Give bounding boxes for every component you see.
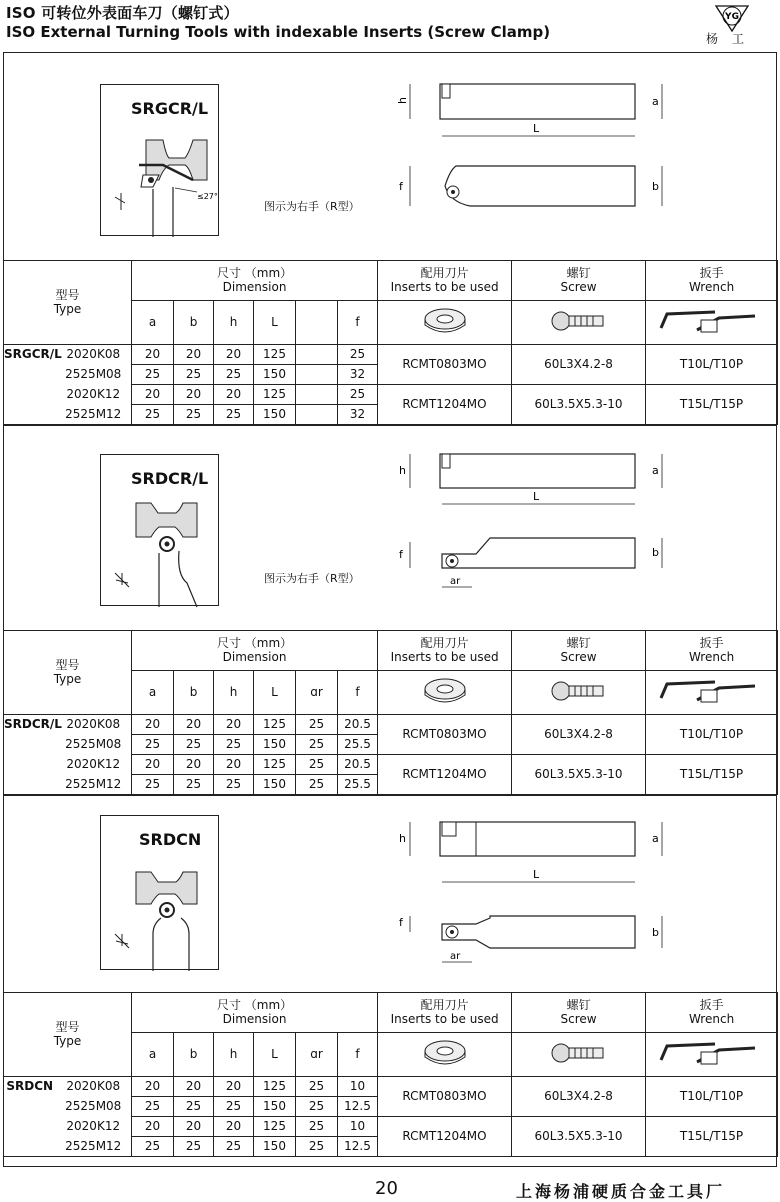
screw-image xyxy=(512,301,646,345)
s3-inserts-header-en: Inserts to be used xyxy=(390,1011,499,1026)
s2-dimension-header-en: Dimension xyxy=(222,649,287,664)
dim-L-value: 150 xyxy=(254,735,296,755)
insert-icon xyxy=(420,1037,470,1069)
dim-a-value: 20 xyxy=(132,385,174,405)
s3-wrench-header xyxy=(646,993,778,1033)
dim-f-value: 10 xyxy=(338,1077,378,1097)
dim-a-value: 20 xyxy=(132,1077,174,1097)
dim-L-value: 150 xyxy=(254,405,296,425)
dim-ar-value: 25 xyxy=(296,1137,338,1157)
wrench-header-cn: 扳手 xyxy=(699,266,724,281)
model-header-cn: 型号 xyxy=(55,288,80,303)
dim-h-value: 20 xyxy=(214,1077,254,1097)
dim-f-value: 32 xyxy=(338,405,378,425)
dim-b-label: b xyxy=(652,180,659,193)
s2-wrench-header-cn: 扳手 xyxy=(699,636,724,651)
model-code: 2020K12 xyxy=(56,755,132,775)
dim-L-value: 125 xyxy=(254,1117,296,1137)
s2-inserts-header xyxy=(378,631,512,671)
col-header-f: f xyxy=(338,301,378,345)
s3-screw-image xyxy=(512,1033,646,1077)
s2-col-header-h: h xyxy=(214,671,254,715)
s3-insert-image xyxy=(378,1033,512,1077)
dim-ar-value: 25 xyxy=(296,1077,338,1097)
wrench-value: T15L/T15P xyxy=(646,1117,778,1157)
col-header-h: h xyxy=(214,301,254,345)
section-1-insert-figure xyxy=(100,84,219,236)
insert-icon xyxy=(420,675,470,707)
insert-image xyxy=(378,301,512,345)
s3-col-header-b: b xyxy=(174,1033,214,1077)
dim-h-value: 25 xyxy=(214,1097,254,1117)
wrench-value: T15L/T15P xyxy=(646,385,778,425)
model-name xyxy=(4,735,56,755)
model-code: 2020K08 xyxy=(56,715,132,735)
wrench-icon xyxy=(657,306,767,336)
s3-screw-header-en: Screw xyxy=(560,1011,597,1026)
dim-h-label: h xyxy=(396,97,409,104)
company-name: 上海杨浦硬质合金工具厂 xyxy=(516,1182,726,1201)
model-code: 2525M12 xyxy=(56,775,132,795)
col-header-b: b xyxy=(174,301,214,345)
model-name xyxy=(4,365,56,385)
screw-header-en: Screw xyxy=(560,279,597,294)
table-row xyxy=(4,1077,778,1097)
dim-h-value: 25 xyxy=(214,775,254,795)
s2-inserts-header-en: Inserts to be used xyxy=(390,649,499,664)
dim-L-value: 125 xyxy=(254,345,296,365)
insert-value: RCMT1204MO xyxy=(378,1117,512,1157)
dim-a-value: 20 xyxy=(132,715,174,735)
dim-h-value: 20 xyxy=(214,1117,254,1137)
data-rows-table xyxy=(3,344,778,425)
s2-dim-a-label: a xyxy=(652,464,659,477)
s3-dim-f-label: f xyxy=(399,916,403,929)
section-3-shank-drawing xyxy=(390,812,710,962)
col-header-ar xyxy=(296,301,338,345)
s3-dim-h-label: h xyxy=(399,832,406,845)
s3-dim-a-label: a xyxy=(652,832,659,845)
s2-dim-L-label: L xyxy=(533,490,540,503)
dim-h-value: 25 xyxy=(214,735,254,755)
srdcr-profile-drawing xyxy=(101,455,220,607)
model-name xyxy=(4,775,56,795)
model-name xyxy=(4,385,56,405)
section-1-shank-drawing xyxy=(390,70,710,220)
wrench-value: T10L/T10P xyxy=(646,715,778,755)
dim-b-value: 25 xyxy=(174,365,214,385)
s2-dimension-header-cn: 尺寸 （mm） xyxy=(216,636,293,651)
screw-value: 60L3.5X5.3-10 xyxy=(512,755,646,795)
s3-inserts-header xyxy=(378,993,512,1033)
section-3-insert-figure xyxy=(100,815,219,970)
s3-wrench-image xyxy=(646,1033,778,1077)
model-code: 2020K12 xyxy=(56,1117,132,1137)
model-name xyxy=(4,405,56,425)
insert-value: RCMT0803MO xyxy=(378,345,512,385)
model-header-en: Type xyxy=(53,301,82,316)
dim-ar-value: 25 xyxy=(296,1117,338,1137)
s2-col-header-ar: ɑr xyxy=(296,671,338,715)
s2-dim-b-label: b xyxy=(652,546,659,559)
dim-ar-value: 25 xyxy=(296,735,338,755)
s3-col-header-L: L xyxy=(254,1033,296,1077)
model-name: SRDCR/L xyxy=(4,715,56,735)
s2-dim-f-label: f xyxy=(399,548,403,561)
section-3-spec-table xyxy=(3,992,778,1077)
dim-L-value: 125 xyxy=(254,385,296,405)
dim-f-value: 12.5 xyxy=(338,1097,378,1117)
s2-screw-header-cn: 螺钉 xyxy=(566,636,591,651)
dim-h-value: 20 xyxy=(214,715,254,735)
insert-icon xyxy=(420,305,470,337)
dim-a-value: 25 xyxy=(132,365,174,385)
dim-f-value: 12.5 xyxy=(338,1137,378,1157)
s2-col-header-L: L xyxy=(254,671,296,715)
dim-b-value: 25 xyxy=(174,735,214,755)
dim-ar-value xyxy=(296,385,338,405)
s2-wrench-header-en: Wrench xyxy=(688,649,735,664)
dim-ar-value xyxy=(296,405,338,425)
screw-icon xyxy=(549,1038,609,1068)
dimension-header-cn: 尺寸 （mm） xyxy=(216,266,293,281)
dim-L-value: 125 xyxy=(254,1077,296,1097)
insert-value: RCMT1204MO xyxy=(378,755,512,795)
model-code: 2525M08 xyxy=(56,365,132,385)
dim-f-value: 10 xyxy=(338,1117,378,1137)
right-hand-note: 图示为右手（R型） xyxy=(264,200,360,213)
insert-value: RCMT1204MO xyxy=(378,385,512,425)
dimension-header xyxy=(132,261,378,301)
s3-dim-L-label: L xyxy=(533,868,540,881)
s3-dimension-header-cn: 尺寸 （mm） xyxy=(216,998,293,1013)
dim-f-value: 25.5 xyxy=(338,775,378,795)
dim-L-value: 125 xyxy=(254,715,296,735)
model-code: 2020K12 xyxy=(56,385,132,405)
dim-L-label: L xyxy=(533,122,540,135)
screw-value: 60L3X4.2-8 xyxy=(512,715,646,755)
dim-h-value: 25 xyxy=(214,405,254,425)
model-code: 2525M12 xyxy=(56,405,132,425)
screw-header-cn: 螺钉 xyxy=(566,266,591,281)
s2-inserts-header-cn: 配用刀片 xyxy=(420,636,469,651)
s2-model-header-en: Type xyxy=(53,671,82,686)
s2-col-header-b: b xyxy=(174,671,214,715)
dim-f-value: 32 xyxy=(338,365,378,385)
dim-a-value: 25 xyxy=(132,1137,174,1157)
s2-right-hand-note: 图示为右手（R型） xyxy=(264,572,360,585)
s2-screw-image xyxy=(512,671,646,715)
inserts-header-en: Inserts to be used xyxy=(390,279,499,294)
model-name xyxy=(4,1097,56,1117)
s3-dimension-header-en: Dimension xyxy=(222,1011,287,1026)
dim-a-value: 25 xyxy=(132,405,174,425)
dim-b-value: 25 xyxy=(174,405,214,425)
logo-text: YG xyxy=(725,12,739,22)
dim-b-value: 20 xyxy=(174,1077,214,1097)
dim-L-value: 150 xyxy=(254,775,296,795)
dim-ar-value: 25 xyxy=(296,755,338,775)
model-name: SRGCR/L xyxy=(4,345,56,365)
screw-value: 60L3.5X5.3-10 xyxy=(512,1117,646,1157)
s3-screw-header xyxy=(512,993,646,1033)
dim-b-value: 20 xyxy=(174,1117,214,1137)
s3-inserts-header-cn: 配用刀片 xyxy=(420,998,469,1013)
s3-model-header-cn: 型号 xyxy=(55,1020,80,1035)
screw-value: 60L3.5X5.3-10 xyxy=(512,385,646,425)
dim-h-value: 20 xyxy=(214,385,254,405)
dim-L-value: 150 xyxy=(254,1137,296,1157)
s3-wrench-header-en: Wrench xyxy=(688,1011,735,1026)
insert-value: RCMT0803MO xyxy=(378,1077,512,1117)
dim-b-value: 25 xyxy=(174,1097,214,1117)
s2-wrench-image xyxy=(646,671,778,715)
s3-col-header-ar: ɑr xyxy=(296,1033,338,1077)
model-name xyxy=(4,1117,56,1137)
model-code: 2020K08 xyxy=(56,1077,132,1097)
data-rows-table xyxy=(3,1076,778,1157)
page-number: 20 xyxy=(375,1178,398,1199)
dim-h-value: 25 xyxy=(214,365,254,385)
table-row xyxy=(4,345,778,365)
wrench-value: T15L/T15P xyxy=(646,755,778,795)
dim-b-value: 25 xyxy=(174,775,214,795)
dim-h-value: 20 xyxy=(214,755,254,775)
srgcr-profile-drawing xyxy=(101,85,220,237)
section-2-data-rows xyxy=(3,714,777,795)
model-header xyxy=(4,261,132,345)
inserts-header xyxy=(378,261,512,301)
s2-col-header-f: f xyxy=(338,671,378,715)
section-2-insert-figure xyxy=(100,454,219,606)
dim-a-value: 20 xyxy=(132,755,174,775)
model-name: SRDCN xyxy=(4,1077,56,1097)
screw-value: 60L3X4.2-8 xyxy=(512,345,646,385)
s3-col-header-h: h xyxy=(214,1033,254,1077)
dim-h-value: 25 xyxy=(214,1137,254,1157)
inserts-header-cn: 配用刀片 xyxy=(420,266,469,281)
dim-f-value: 25.5 xyxy=(338,735,378,755)
section-3-figure-title: SRDCN xyxy=(139,830,202,849)
dim-a-value: 20 xyxy=(132,1117,174,1137)
data-rows-table xyxy=(3,714,778,795)
s3-screw-header-cn: 螺钉 xyxy=(566,998,591,1013)
dim-f-value: 25 xyxy=(338,385,378,405)
table-row xyxy=(4,715,778,735)
dim-ar-value xyxy=(296,365,338,385)
s3-model-header xyxy=(4,993,132,1077)
dim-a-value: 25 xyxy=(132,1097,174,1117)
wrench-value: T10L/T10P xyxy=(646,345,778,385)
s3-dim-ar-label: ar xyxy=(450,951,461,962)
dim-f-value: 20.5 xyxy=(338,715,378,735)
col-header-L: L xyxy=(254,301,296,345)
dim-a-value: 20 xyxy=(132,345,174,365)
screw-icon xyxy=(549,676,609,706)
s3-dim-b-label: b xyxy=(652,926,659,939)
wrench-value: T10L/T10P xyxy=(646,1077,778,1117)
s3-col-header-a: a xyxy=(132,1033,174,1077)
table-row xyxy=(4,1117,778,1137)
s2-dim-ar-label: ar xyxy=(450,576,461,587)
s2-insert-image xyxy=(378,671,512,715)
dim-f-label: f xyxy=(399,180,403,193)
s3-dimension-header xyxy=(132,993,378,1033)
dim-L-value: 150 xyxy=(254,1097,296,1117)
s2-col-header-a: a xyxy=(132,671,174,715)
wrench-header-en: Wrench xyxy=(688,279,735,294)
logo-label: 杨工 xyxy=(706,32,759,46)
section-2-shank-drawing xyxy=(390,442,710,592)
model-code: 2525M12 xyxy=(56,1137,132,1157)
table-row xyxy=(4,385,778,405)
section-2-bottom-line xyxy=(3,795,777,796)
section-2-figure-title: SRDCR/L xyxy=(131,469,209,488)
wrench-icon xyxy=(657,1038,767,1068)
dim-L-value: 150 xyxy=(254,365,296,385)
dim-ar-value: 25 xyxy=(296,715,338,735)
s2-screw-header-en: Screw xyxy=(560,649,597,664)
wrench-image xyxy=(646,301,778,345)
model-code: 2020K08 xyxy=(56,345,132,365)
model-name xyxy=(4,1137,56,1157)
screw-icon xyxy=(549,306,609,336)
wrench-icon xyxy=(657,676,767,706)
model-code: 2525M08 xyxy=(56,1097,132,1117)
dim-b-value: 20 xyxy=(174,755,214,775)
dim-f-value: 25 xyxy=(338,345,378,365)
dim-b-value: 25 xyxy=(174,1137,214,1157)
dim-ar-value: 25 xyxy=(296,1097,338,1117)
s2-model-header-cn: 型号 xyxy=(55,658,80,673)
s2-model-header xyxy=(4,631,132,715)
dim-f-value: 20.5 xyxy=(338,755,378,775)
dim-b-value: 20 xyxy=(174,345,214,365)
table-row xyxy=(4,755,778,775)
section-2-spec-table xyxy=(3,630,778,715)
s2-screw-header xyxy=(512,631,646,671)
dim-b-value: 20 xyxy=(174,385,214,405)
screw-value: 60L3X4.2-8 xyxy=(512,1077,646,1117)
page-title-en: ISO External Turning Tools with indexable Inserts (Screw Clamp) xyxy=(6,23,551,41)
screw-header xyxy=(512,261,646,301)
dim-a-value: 25 xyxy=(132,775,174,795)
page-title-cn: ISO 可转位外表面车刀（螺钉式） xyxy=(6,4,239,22)
s2-wrench-header xyxy=(646,631,778,671)
dim-h-value: 20 xyxy=(214,345,254,365)
angle-label: ≤27° xyxy=(197,192,218,201)
dim-ar-value xyxy=(296,345,338,365)
dimension-header-en: Dimension xyxy=(222,279,287,294)
section-3-data-rows xyxy=(3,1076,777,1157)
section-1-bottom-line xyxy=(3,425,777,426)
section-1-figure-title: SRGCR/L xyxy=(131,99,209,118)
dim-a-label: a xyxy=(652,95,659,108)
col-header-a: a xyxy=(132,301,174,345)
section-1-spec-table xyxy=(3,260,778,345)
s3-col-header-f: f xyxy=(338,1033,378,1077)
dim-ar-value: 25 xyxy=(296,775,338,795)
section-1-data-rows xyxy=(3,344,777,425)
s3-wrench-header-cn: 扳手 xyxy=(699,998,724,1013)
dim-a-value: 25 xyxy=(132,735,174,755)
insert-value: RCMT0803MO xyxy=(378,715,512,755)
model-name xyxy=(4,755,56,775)
dim-L-value: 125 xyxy=(254,755,296,775)
s3-model-header-en: Type xyxy=(53,1033,82,1048)
model-code: 2525M08 xyxy=(56,735,132,755)
s2-dimension-header xyxy=(132,631,378,671)
wrench-header xyxy=(646,261,778,301)
s2-dim-h-label: h xyxy=(399,464,406,477)
dim-b-value: 20 xyxy=(174,715,214,735)
srdcn-profile-drawing xyxy=(101,816,220,971)
